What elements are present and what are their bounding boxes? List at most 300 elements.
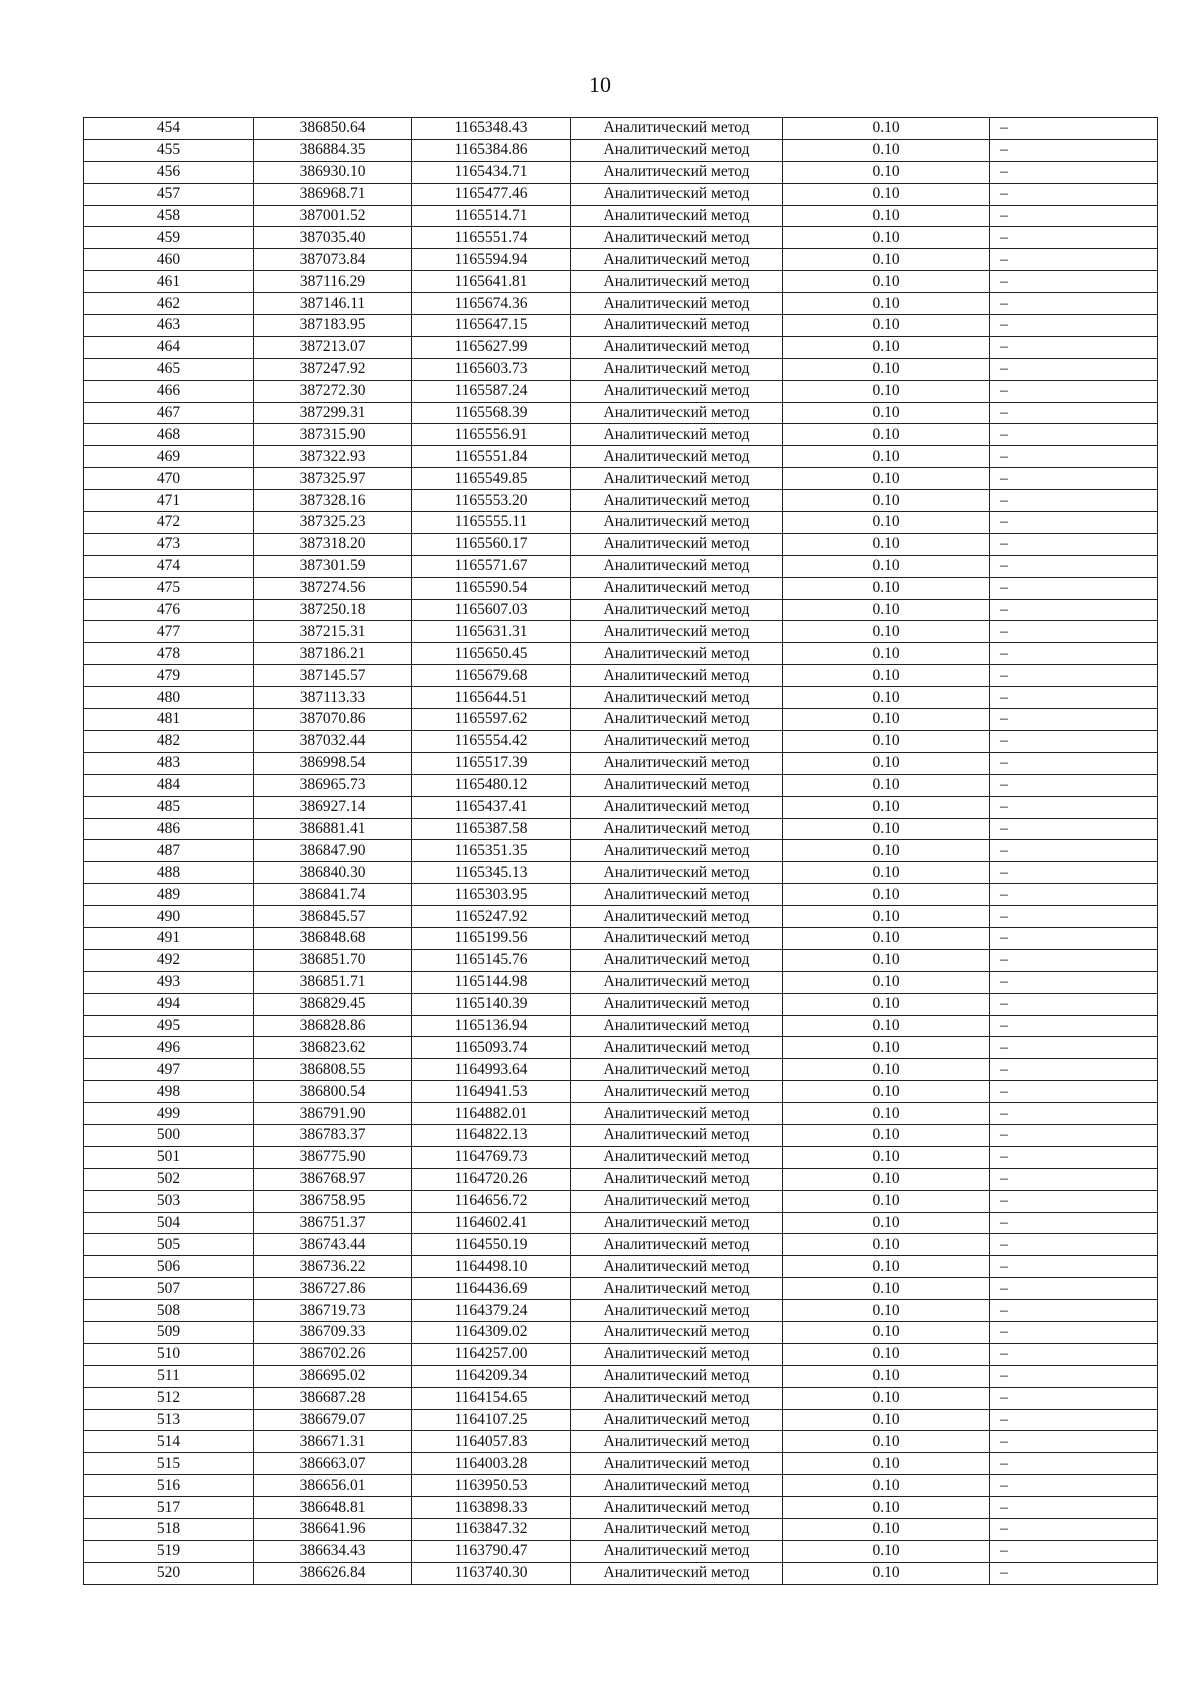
y-coordinate-cell: 1163847.32 [412,1519,571,1541]
description-cell: – [990,183,1158,205]
point-number-cell: 513 [84,1409,254,1431]
table-row [84,1146,1158,1168]
method-cell: Аналитический метод [571,1540,783,1562]
description-cell: – [990,1453,1158,1475]
method-cell: Аналитический метод [571,774,783,796]
method-cell: Аналитический метод [571,1519,783,1541]
y-coordinate-cell: 1165553.20 [412,490,571,512]
y-coordinate-cell: 1164656.72 [412,1190,571,1212]
x-coordinate-cell: 387247.92 [254,358,412,380]
method-cell: Аналитический метод [571,1059,783,1081]
method-cell: Аналитический метод [571,1453,783,1475]
table-row [84,730,1158,752]
x-coordinate-cell: 386775.90 [254,1146,412,1168]
table-row [84,643,1158,665]
description-cell: – [990,599,1158,621]
x-coordinate-cell: 386702.26 [254,1343,412,1365]
x-coordinate-cell: 386823.62 [254,1037,412,1059]
table-row [84,1103,1158,1125]
point-number-cell: 518 [84,1519,254,1541]
table-row [84,1081,1158,1103]
description-cell: – [990,227,1158,249]
point-number-cell: 469 [84,446,254,468]
method-cell: Аналитический метод [571,665,783,687]
y-coordinate-cell: 1165641.81 [412,271,571,293]
x-coordinate-cell: 386800.54 [254,1081,412,1103]
accuracy-cell: 0.10 [783,1015,990,1037]
table-row [84,315,1158,337]
table-row [84,927,1158,949]
y-coordinate-cell: 1165587.24 [412,380,571,402]
point-number-cell: 480 [84,687,254,709]
method-cell: Аналитический метод [571,1168,783,1190]
y-coordinate-cell: 1165140.39 [412,993,571,1015]
point-number-cell: 454 [84,118,254,140]
accuracy-cell: 0.10 [783,840,990,862]
x-coordinate-cell: 386695.02 [254,1365,412,1387]
method-cell: Аналитический метод [571,118,783,140]
method-cell: Аналитический метод [571,796,783,818]
method-cell: Аналитический метод [571,161,783,183]
method-cell: Аналитический метод [571,621,783,643]
x-coordinate-cell: 386656.01 [254,1475,412,1497]
method-cell: Аналитический метод [571,1321,783,1343]
table-row [84,1409,1158,1431]
point-number-cell: 503 [84,1190,254,1212]
description-cell: – [990,1168,1158,1190]
x-coordinate-cell: 386808.55 [254,1059,412,1081]
point-number-cell: 493 [84,971,254,993]
point-number-cell: 474 [84,555,254,577]
description-cell: – [990,1431,1158,1453]
point-number-cell: 457 [84,183,254,205]
method-cell: Аналитический метод [571,358,783,380]
x-coordinate-cell: 386881.41 [254,818,412,840]
description-cell: – [990,1212,1158,1234]
y-coordinate-cell: 1165199.56 [412,927,571,949]
x-coordinate-cell: 386663.07 [254,1453,412,1475]
method-cell: Аналитический метод [571,1343,783,1365]
y-coordinate-cell: 1165437.41 [412,796,571,818]
description-cell: – [990,293,1158,315]
y-coordinate-cell: 1165590.54 [412,577,571,599]
y-coordinate-cell: 1165607.03 [412,599,571,621]
accuracy-cell: 0.10 [783,1146,990,1168]
table-row [84,993,1158,1015]
method-cell: Аналитический метод [571,643,783,665]
method-cell: Аналитический метод [571,227,783,249]
point-number-cell: 472 [84,512,254,534]
table-row [84,358,1158,380]
point-number-cell: 490 [84,906,254,928]
y-coordinate-cell: 1165551.74 [412,227,571,249]
x-coordinate-cell: 386626.84 [254,1562,412,1584]
accuracy-cell: 0.10 [783,424,990,446]
accuracy-cell: 0.10 [783,512,990,534]
accuracy-cell: 0.10 [783,1168,990,1190]
accuracy-cell: 0.10 [783,1037,990,1059]
y-coordinate-cell: 1163950.53 [412,1475,571,1497]
accuracy-cell: 0.10 [783,949,990,971]
y-coordinate-cell: 1165556.91 [412,424,571,446]
x-coordinate-cell: 386998.54 [254,752,412,774]
description-cell: – [990,862,1158,884]
method-cell: Аналитический метод [571,1409,783,1431]
y-coordinate-cell: 1164436.69 [412,1278,571,1300]
point-number-cell: 470 [84,468,254,490]
method-cell: Аналитический метод [571,468,783,490]
table-row [84,752,1158,774]
x-coordinate-cell: 386743.44 [254,1234,412,1256]
method-cell: Аналитический метод [571,599,783,621]
method-cell: Аналитический метод [571,555,783,577]
accuracy-cell: 0.10 [783,271,990,293]
accuracy-cell: 0.10 [783,380,990,402]
table-row [84,709,1158,731]
method-cell: Аналитический метод [571,533,783,555]
point-number-cell: 492 [84,949,254,971]
point-number-cell: 481 [84,709,254,731]
accuracy-cell: 0.10 [783,293,990,315]
description-cell: – [990,1300,1158,1322]
coordinates-table [83,117,1158,1585]
point-number-cell: 458 [84,205,254,227]
y-coordinate-cell: 1163790.47 [412,1540,571,1562]
x-coordinate-cell: 387215.31 [254,621,412,643]
point-number-cell: 516 [84,1475,254,1497]
point-number-cell: 486 [84,818,254,840]
point-number-cell: 477 [84,621,254,643]
y-coordinate-cell: 1163898.33 [412,1497,571,1519]
description-cell: – [990,139,1158,161]
y-coordinate-cell: 1165387.58 [412,818,571,840]
description-cell: – [990,512,1158,534]
point-number-cell: 504 [84,1212,254,1234]
description-cell: – [990,118,1158,140]
accuracy-cell: 0.10 [783,1234,990,1256]
y-coordinate-cell: 1165551.84 [412,446,571,468]
description-cell: – [990,796,1158,818]
point-number-cell: 479 [84,665,254,687]
table-row [84,971,1158,993]
table-row [84,1278,1158,1300]
description-cell: – [990,971,1158,993]
method-cell: Аналитический метод [571,1081,783,1103]
point-number-cell: 484 [84,774,254,796]
accuracy-cell: 0.10 [783,1475,990,1497]
point-number-cell: 461 [84,271,254,293]
point-number-cell: 483 [84,752,254,774]
x-coordinate-cell: 387070.86 [254,709,412,731]
y-coordinate-cell: 1164057.83 [412,1431,571,1453]
accuracy-cell: 0.10 [783,249,990,271]
point-number-cell: 463 [84,315,254,337]
x-coordinate-cell: 386648.81 [254,1497,412,1519]
table-row [84,1300,1158,1322]
y-coordinate-cell: 1165560.17 [412,533,571,555]
table-row [84,380,1158,402]
accuracy-cell: 0.10 [783,1540,990,1562]
y-coordinate-cell: 1165345.13 [412,862,571,884]
table-row [84,490,1158,512]
x-coordinate-cell: 387183.95 [254,315,412,337]
table-row [84,1015,1158,1037]
x-coordinate-cell: 386679.07 [254,1409,412,1431]
accuracy-cell: 0.10 [783,1256,990,1278]
method-cell: Аналитический метод [571,840,783,862]
description-cell: – [990,577,1158,599]
x-coordinate-cell: 387001.52 [254,205,412,227]
method-cell: Аналитический метод [571,336,783,358]
method-cell: Аналитический метод [571,490,783,512]
table-row [84,1190,1158,1212]
accuracy-cell: 0.10 [783,1562,990,1584]
description-cell: – [990,927,1158,949]
point-number-cell: 491 [84,927,254,949]
table-row [84,1168,1158,1190]
y-coordinate-cell: 1164107.25 [412,1409,571,1431]
x-coordinate-cell: 386930.10 [254,161,412,183]
point-number-cell: 460 [84,249,254,271]
point-number-cell: 498 [84,1081,254,1103]
accuracy-cell: 0.10 [783,1124,990,1146]
table-row [84,818,1158,840]
y-coordinate-cell: 1165627.99 [412,336,571,358]
x-coordinate-cell: 386758.95 [254,1190,412,1212]
method-cell: Аналитический метод [571,1431,783,1453]
table-row [84,205,1158,227]
accuracy-cell: 0.10 [783,1190,990,1212]
point-number-cell: 464 [84,336,254,358]
y-coordinate-cell: 1165247.92 [412,906,571,928]
description-cell: – [990,1146,1158,1168]
y-coordinate-cell: 1164720.26 [412,1168,571,1190]
table-row [84,293,1158,315]
description-cell: – [990,687,1158,709]
table-row [84,227,1158,249]
table-row [84,840,1158,862]
point-number-cell: 455 [84,139,254,161]
method-cell: Аналитический метод [571,1256,783,1278]
accuracy-cell: 0.10 [783,358,990,380]
accuracy-cell: 0.10 [783,490,990,512]
description-cell: – [990,446,1158,468]
x-coordinate-cell: 386841.74 [254,884,412,906]
point-number-cell: 501 [84,1146,254,1168]
description-cell: – [990,271,1158,293]
method-cell: Аналитический метод [571,577,783,599]
point-number-cell: 495 [84,1015,254,1037]
method-cell: Аналитический метод [571,1124,783,1146]
description-cell: – [990,709,1158,731]
point-number-cell: 456 [84,161,254,183]
description-cell: – [990,380,1158,402]
table-row [84,424,1158,446]
method-cell: Аналитический метод [571,1497,783,1519]
y-coordinate-cell: 1164822.13 [412,1124,571,1146]
table-row [84,1497,1158,1519]
y-coordinate-cell: 1164550.19 [412,1234,571,1256]
description-cell: – [990,665,1158,687]
table-row [84,949,1158,971]
point-number-cell: 482 [84,730,254,752]
description-cell: – [990,949,1158,971]
description-cell: – [990,161,1158,183]
point-number-cell: 514 [84,1431,254,1453]
accuracy-cell: 0.10 [783,577,990,599]
description-cell: – [990,621,1158,643]
description-cell: – [990,818,1158,840]
table-row [84,555,1158,577]
y-coordinate-cell: 1164993.64 [412,1059,571,1081]
x-coordinate-cell: 386709.33 [254,1321,412,1343]
method-cell: Аналитический метод [571,271,783,293]
x-coordinate-cell: 386828.86 [254,1015,412,1037]
table-row [84,1475,1158,1497]
table-row [84,906,1158,928]
method-cell: Аналитический метод [571,1190,783,1212]
y-coordinate-cell: 1165647.15 [412,315,571,337]
x-coordinate-cell: 386851.70 [254,949,412,971]
table-row [84,512,1158,534]
y-coordinate-cell: 1164602.41 [412,1212,571,1234]
y-coordinate-cell: 1165514.71 [412,205,571,227]
table-row [84,1037,1158,1059]
accuracy-cell: 0.10 [783,227,990,249]
y-coordinate-cell: 1165644.51 [412,687,571,709]
table-row [84,183,1158,205]
accuracy-cell: 0.10 [783,446,990,468]
point-number-cell: 465 [84,358,254,380]
method-cell: Аналитический метод [571,402,783,424]
x-coordinate-cell: 387116.29 [254,271,412,293]
x-coordinate-cell: 386965.73 [254,774,412,796]
table-row [84,1387,1158,1409]
x-coordinate-cell: 386671.31 [254,1431,412,1453]
method-cell: Аналитический метод [571,949,783,971]
point-number-cell: 508 [84,1300,254,1322]
table-row [84,1519,1158,1541]
x-coordinate-cell: 386884.35 [254,139,412,161]
method-cell: Аналитический метод [571,512,783,534]
y-coordinate-cell: 1164941.53 [412,1081,571,1103]
table-row [84,774,1158,796]
table-row [84,249,1158,271]
table-row [84,118,1158,140]
method-cell: Аналитический метод [571,1365,783,1387]
method-cell: Аналитический метод [571,424,783,446]
accuracy-cell: 0.10 [783,1387,990,1409]
point-number-cell: 502 [84,1168,254,1190]
method-cell: Аналитический метод [571,1037,783,1059]
y-coordinate-cell: 1164309.02 [412,1321,571,1343]
accuracy-cell: 0.10 [783,1453,990,1475]
y-coordinate-cell: 1164882.01 [412,1103,571,1125]
method-cell: Аналитический метод [571,1146,783,1168]
accuracy-cell: 0.10 [783,643,990,665]
table-row [84,1234,1158,1256]
y-coordinate-cell: 1165136.94 [412,1015,571,1037]
description-cell: – [990,1278,1158,1300]
x-coordinate-cell: 386845.57 [254,906,412,928]
method-cell: Аналитический метод [571,380,783,402]
table-row [84,1212,1158,1234]
y-coordinate-cell: 1165303.95 [412,884,571,906]
x-coordinate-cell: 387315.90 [254,424,412,446]
x-coordinate-cell: 386768.97 [254,1168,412,1190]
description-cell: – [990,533,1158,555]
x-coordinate-cell: 386848.68 [254,927,412,949]
x-coordinate-cell: 387032.44 [254,730,412,752]
accuracy-cell: 0.10 [783,1300,990,1322]
point-number-cell: 515 [84,1453,254,1475]
accuracy-cell: 0.10 [783,621,990,643]
x-coordinate-cell: 386829.45 [254,993,412,1015]
point-number-cell: 476 [84,599,254,621]
description-cell: – [990,336,1158,358]
method-cell: Аналитический метод [571,1562,783,1584]
method-cell: Аналитический метод [571,205,783,227]
description-cell: – [990,1321,1158,1343]
point-number-cell: 466 [84,380,254,402]
x-coordinate-cell: 387274.56 [254,577,412,599]
point-number-cell: 467 [84,402,254,424]
description-cell: – [990,1409,1158,1431]
method-cell: Аналитический метод [571,1300,783,1322]
description-cell: – [990,1124,1158,1146]
y-coordinate-cell: 1164769.73 [412,1146,571,1168]
description-cell: – [990,752,1158,774]
x-coordinate-cell: 387073.84 [254,249,412,271]
y-coordinate-cell: 1165554.42 [412,730,571,752]
method-cell: Аналитический метод [571,971,783,993]
y-coordinate-cell: 1165348.43 [412,118,571,140]
accuracy-cell: 0.10 [783,336,990,358]
accuracy-cell: 0.10 [783,1409,990,1431]
table-row [84,1256,1158,1278]
table-row [84,161,1158,183]
point-number-cell: 489 [84,884,254,906]
accuracy-cell: 0.10 [783,139,990,161]
x-coordinate-cell: 386791.90 [254,1103,412,1125]
method-cell: Аналитический метод [571,1234,783,1256]
description-cell: – [990,315,1158,337]
accuracy-cell: 0.10 [783,315,990,337]
x-coordinate-cell: 387322.93 [254,446,412,468]
point-number-cell: 494 [84,993,254,1015]
x-coordinate-cell: 386850.64 [254,118,412,140]
y-coordinate-cell: 1164498.10 [412,1256,571,1278]
method-cell: Аналитический метод [571,1212,783,1234]
accuracy-cell: 0.10 [783,1519,990,1541]
accuracy-cell: 0.10 [783,599,990,621]
accuracy-cell: 0.10 [783,927,990,949]
x-coordinate-cell: 386727.86 [254,1278,412,1300]
table-row [84,1540,1158,1562]
description-cell: – [990,1234,1158,1256]
table-row [84,1059,1158,1081]
description-cell: – [990,906,1158,928]
y-coordinate-cell: 1165679.68 [412,665,571,687]
y-coordinate-cell: 1164209.34 [412,1365,571,1387]
y-coordinate-cell: 1165603.73 [412,358,571,380]
table-row [84,1365,1158,1387]
accuracy-cell: 0.10 [783,752,990,774]
description-cell: – [990,884,1158,906]
method-cell: Аналитический метод [571,752,783,774]
y-coordinate-cell: 1165555.11 [412,512,571,534]
point-number-cell: 496 [84,1037,254,1059]
